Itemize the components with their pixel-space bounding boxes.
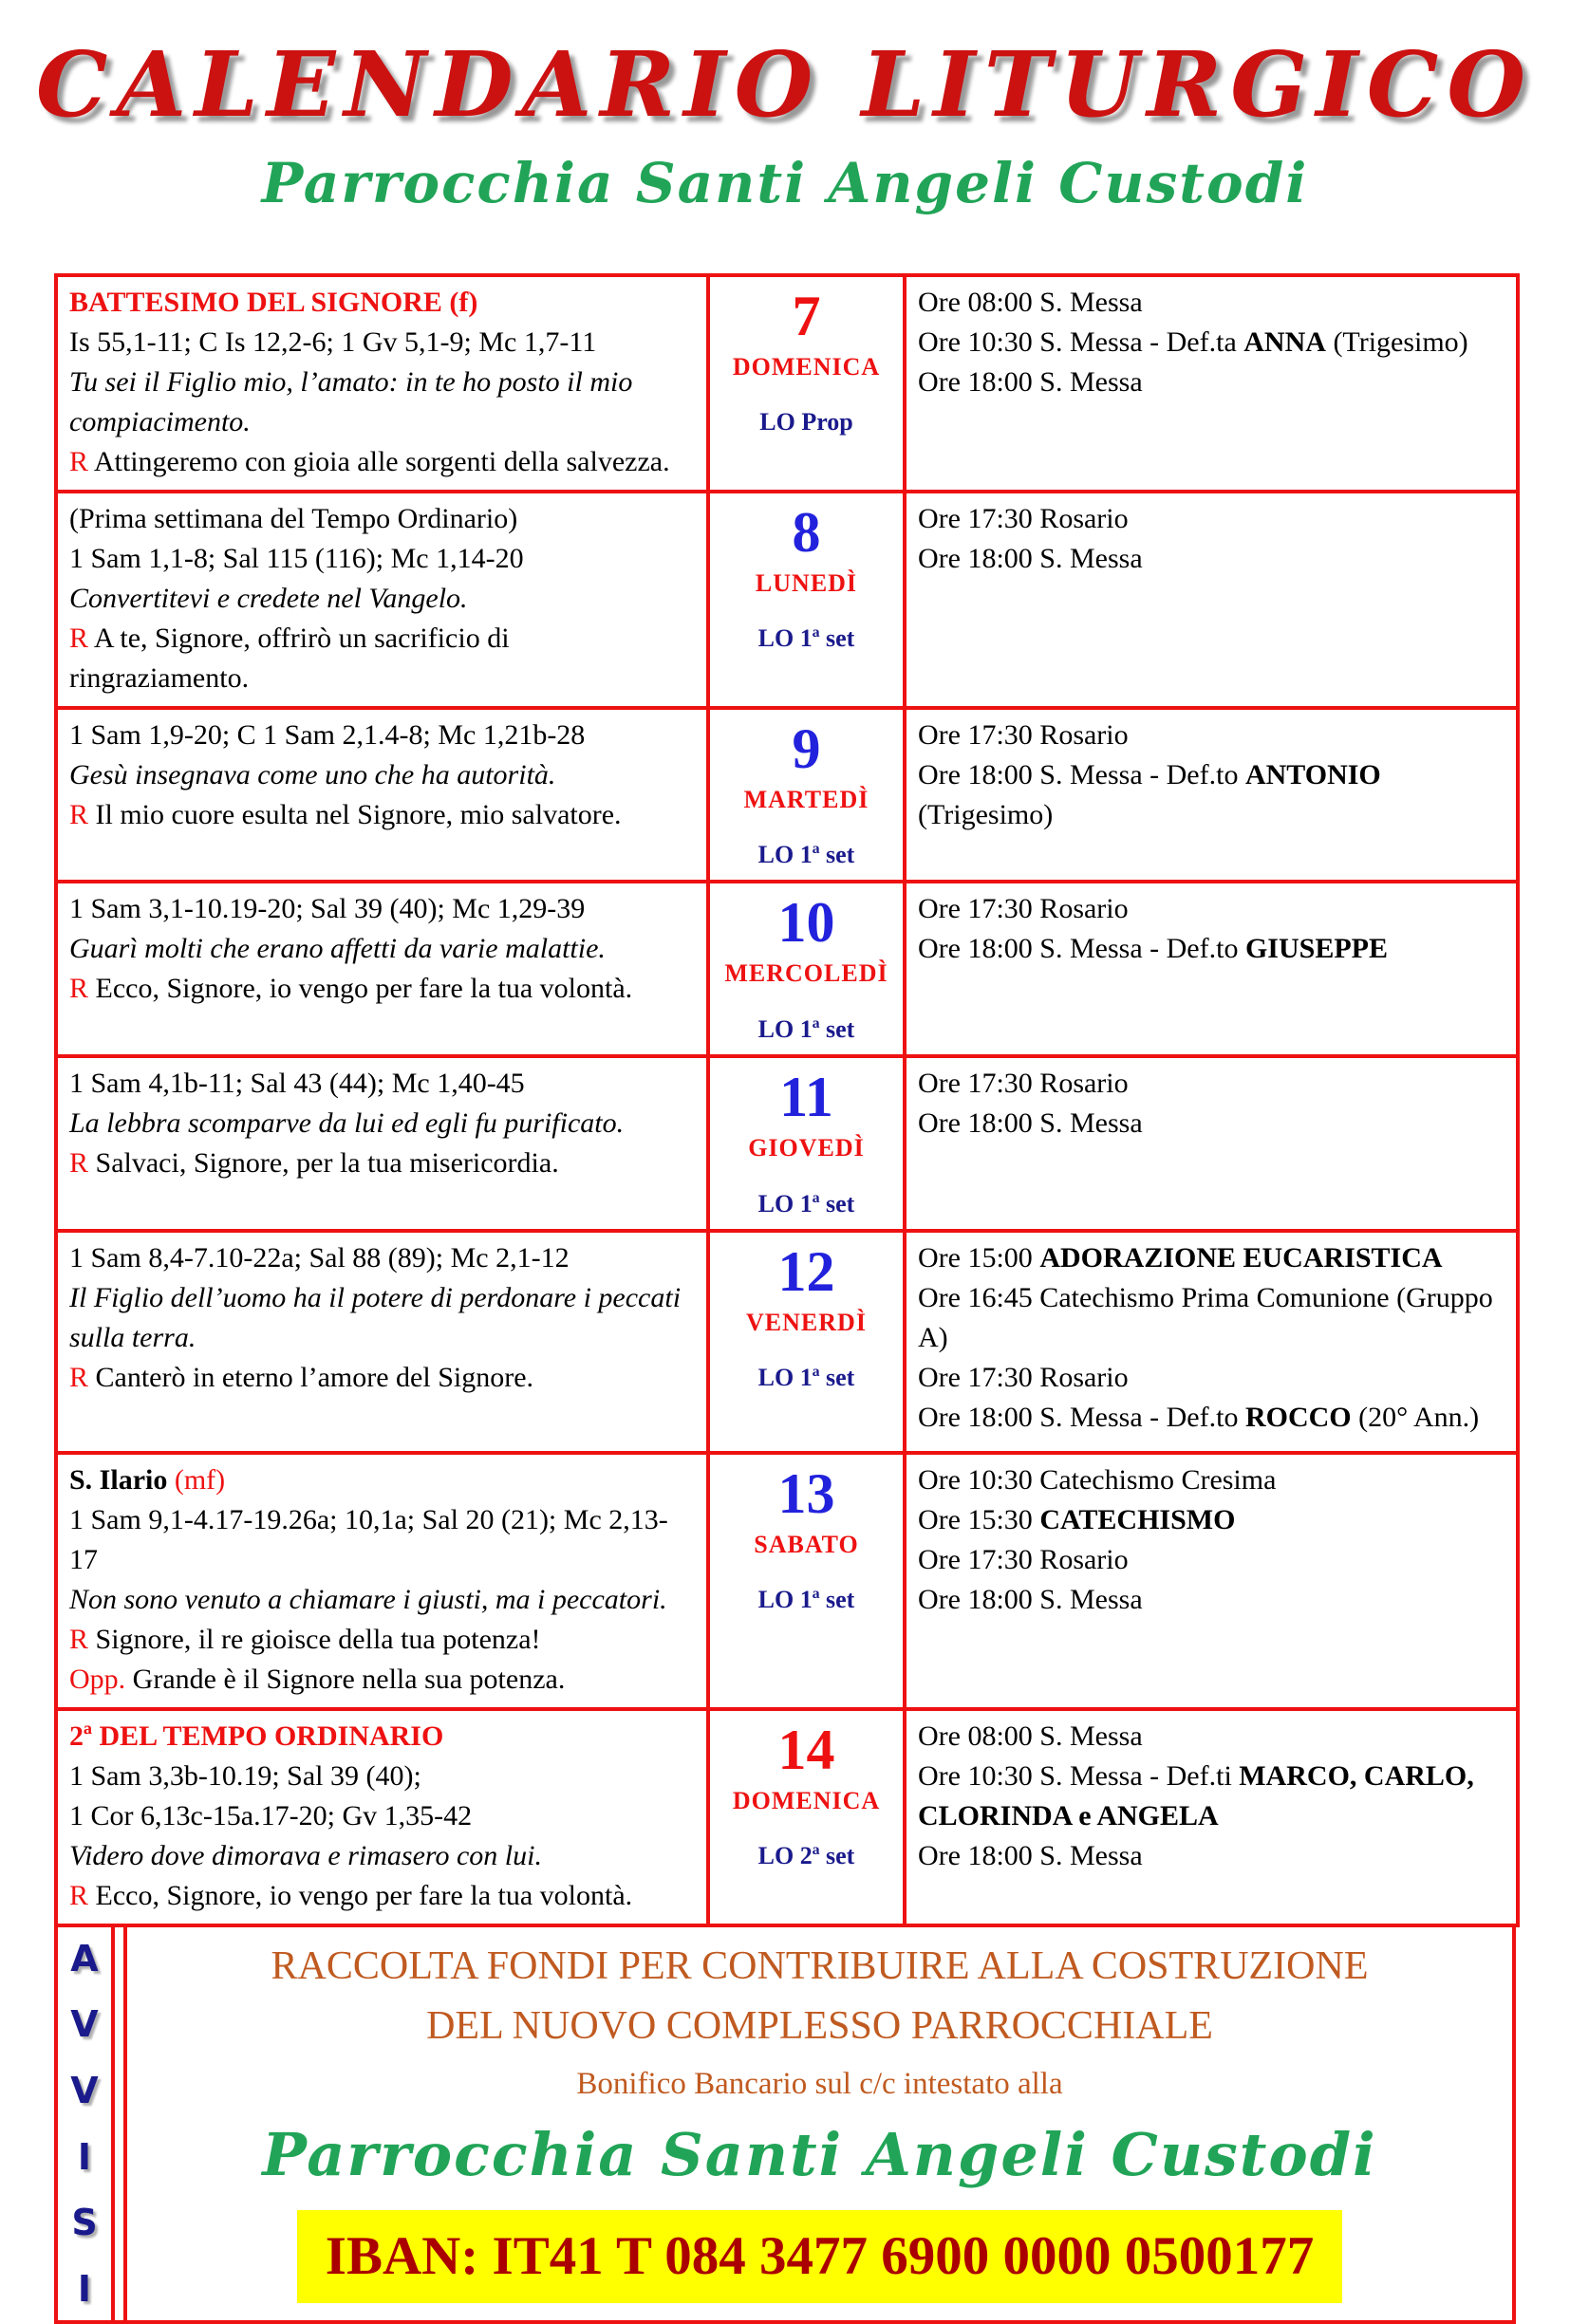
info-line: 1 Sam 3,1-10.19-20; Sal 39 (40); Mc 1,29-39 bbox=[69, 893, 586, 925]
avvisi-letter: V bbox=[70, 2070, 99, 2112]
avvisi-section bbox=[54, 1924, 1516, 2324]
calendar-table bbox=[54, 273, 1520, 1927]
event-line: Ore 17:30 Rosario bbox=[918, 1543, 1129, 1575]
info-line: R Ecco, Signore, io vengo per fare la tua volontà. bbox=[69, 973, 633, 1005]
bank-transfer-note: Bonifico Bancario sul c/c intestato alla bbox=[576, 2066, 1063, 2101]
day-weekday: DOMENICA bbox=[732, 352, 881, 381]
info-line: Opp. Grande è il Signore nella sua potenza. bbox=[69, 1663, 566, 1695]
event-line: Ore 17:30 Rosario bbox=[918, 1068, 1129, 1100]
event-line: Ore 18:00 S. Messa bbox=[918, 1839, 1143, 1871]
event-line: Ore 18:00 S. Messa - Def.to ROCCO (20° Ann.) bbox=[918, 1401, 1480, 1433]
event-line: Ore 16:45 Catechismo Prima Comunione (Gruppo A) bbox=[918, 1281, 1493, 1353]
table-row bbox=[56, 492, 1518, 708]
event-line: Ore 18:00 S. Messa - Def.to GIUSEPPE bbox=[918, 933, 1388, 965]
day-events-cell bbox=[905, 1453, 1518, 1709]
info-line: R Attingeremo con gioia alle sorgenti della salvezza. bbox=[69, 445, 670, 477]
info-line: 1 Sam 4,1b-11; Sal 43 (44); Mc 1,40-45 bbox=[69, 1068, 525, 1100]
parish-name: Parrocchia Santi Angeli Custodi bbox=[262, 2120, 1377, 2190]
event-line: Ore 17:30 Rosario bbox=[918, 893, 1129, 925]
info-line: R Ecco, Signore, io vengo per fare la tua volontà. bbox=[69, 1879, 633, 1911]
day-number: 14 bbox=[777, 1718, 835, 1781]
table-row bbox=[56, 1709, 1518, 1925]
info-line: R Signore, il re gioisce della tua potenza! bbox=[69, 1623, 541, 1655]
info-line: (Prima settimana del Tempo Ordinario) bbox=[69, 502, 518, 534]
avvisi-letter: A bbox=[70, 1937, 99, 1980]
info-line: R Il mio cuore esulta nel Signore, mio salvatore. bbox=[69, 798, 622, 830]
table-row bbox=[56, 882, 1518, 1056]
day-liturgy-of-hours: LO 2ª set bbox=[757, 1842, 855, 1870]
info-line: Guarì molti che erano affetti da varie malattie. bbox=[69, 933, 606, 965]
day-number-cell bbox=[708, 708, 905, 883]
info-line: 1 Sam 9,1-4.17-19.26a; 10,1a; Sal 20 (21); Mc 2,13-17 bbox=[69, 1503, 668, 1575]
day-events-cell bbox=[905, 882, 1518, 1056]
info-line: R Canterò in eterno l’amore del Signore. bbox=[69, 1361, 534, 1393]
event-line: Ore 18:00 S. Messa bbox=[918, 365, 1143, 398]
info-line: Is 55,1-11; C Is 12,2-6; 1 Gv 5,1-9; Mc 1,7-11 bbox=[69, 325, 597, 358]
day-events-cell bbox=[905, 1231, 1518, 1453]
info-line: 2ª DEL TEMPO ORDINARIO bbox=[69, 1720, 444, 1752]
day-number: 7 bbox=[792, 284, 821, 347]
info-line: 1 Sam 3,3b-10.19; Sal 39 (40); bbox=[69, 1759, 421, 1792]
day-info-cell bbox=[56, 708, 708, 883]
table-row bbox=[56, 1453, 1518, 1709]
info-line: BATTESIMO DEL SIGNORE (f) bbox=[69, 286, 478, 318]
day-weekday: DOMENICA bbox=[732, 1786, 881, 1814]
avvisi-content bbox=[123, 1927, 1512, 2320]
day-number: 13 bbox=[777, 1461, 835, 1525]
info-line: 1 Cor 6,13c-15a.17-20; Gv 1,35-42 bbox=[69, 1799, 473, 1831]
event-line: Ore 15:30 CATECHISMO bbox=[918, 1503, 1236, 1535]
day-number-cell bbox=[708, 1453, 905, 1709]
day-weekday: GIOVEDÌ bbox=[748, 1134, 865, 1162]
day-number-cell bbox=[708, 1056, 905, 1231]
info-line: R Salvaci, Signore, per la tua misericordia. bbox=[69, 1147, 559, 1180]
day-number: 12 bbox=[777, 1239, 835, 1303]
table-row bbox=[56, 275, 1518, 492]
day-number-cell bbox=[708, 1709, 905, 1925]
event-line: Ore 15:00 ADORAZIONE EUCARISTICA bbox=[918, 1241, 1443, 1274]
day-liturgy-of-hours: LO 1ª set bbox=[757, 1364, 855, 1392]
event-line: Ore 17:30 Rosario bbox=[918, 502, 1129, 534]
day-events-cell bbox=[905, 492, 1518, 708]
info-line: Gesù insegnava come uno che ha autorità. bbox=[69, 758, 556, 790]
day-events-cell bbox=[905, 1709, 1518, 1925]
day-liturgy-of-hours: LO 1ª set bbox=[757, 1014, 855, 1043]
table-row bbox=[56, 1231, 1518, 1453]
avvisi-vertical-label bbox=[58, 1927, 115, 2320]
parish-subtitle: Parrocchia Santi Angeli Custodi bbox=[261, 150, 1309, 215]
day-info-cell bbox=[56, 1231, 708, 1453]
day-info-cell bbox=[56, 1453, 708, 1709]
info-line: 1 Sam 8,4-7.10-22a; Sal 88 (89); Mc 2,1-12 bbox=[69, 1241, 570, 1274]
table-row bbox=[56, 1056, 1518, 1231]
event-line: Ore 10:30 S. Messa - Def.ta ANNA (Trigesimo) bbox=[918, 325, 1468, 358]
day-info-cell bbox=[56, 492, 708, 708]
info-line: Convertitevi e credete nel Vangelo. bbox=[69, 582, 468, 614]
info-line: S. Ilario (mf) bbox=[69, 1463, 226, 1496]
day-weekday: MERCOLEDÌ bbox=[724, 959, 888, 988]
info-line: 1 Sam 1,1-8; Sal 115 (116); Mc 1,14-20 bbox=[69, 542, 524, 574]
day-number: 9 bbox=[792, 716, 821, 780]
day-liturgy-of-hours: LO Prop bbox=[759, 407, 853, 436]
info-line: R A te, Signore, offrirò un sacrificio di ringraziamento. bbox=[69, 622, 510, 694]
day-weekday: VENERDÌ bbox=[746, 1308, 867, 1336]
event-line: Ore 10:30 S. Messa - Def.ti MARCO, CARLO, CLORINDA e ANGELA bbox=[918, 1759, 1474, 1831]
info-line: Videro dove dimorava e rimasero con lui. bbox=[69, 1839, 542, 1871]
event-line: Ore 10:30 Catechismo Cresima bbox=[918, 1463, 1277, 1496]
event-line: Ore 18:00 S. Messa bbox=[918, 1583, 1143, 1615]
fundraising-line-2: DEL NUOVO COMPLESSO PARROCCHIALE bbox=[426, 2003, 1213, 2048]
day-number-cell bbox=[708, 1231, 905, 1453]
event-line: Ore 08:00 S. Messa bbox=[918, 286, 1143, 318]
info-line: Tu sei il Figlio mio, l’amato: in te ho posto il mio compiacimento. bbox=[69, 365, 633, 437]
avvisi-letter: V bbox=[70, 2003, 99, 2046]
day-events-cell bbox=[905, 1056, 1518, 1231]
day-liturgy-of-hours: LO 1ª set bbox=[757, 1189, 855, 1218]
day-liturgy-of-hours: LO 1ª set bbox=[757, 1586, 855, 1614]
event-line: Ore 17:30 Rosario bbox=[918, 1361, 1129, 1393]
table-row bbox=[56, 708, 1518, 883]
iban-badge: IBAN: IT41 T 084 3477 6900 0000 0500177 bbox=[297, 2210, 1342, 2303]
day-info-cell bbox=[56, 1056, 708, 1231]
day-info-cell bbox=[56, 882, 708, 1056]
day-number: 8 bbox=[792, 500, 821, 564]
day-info-cell bbox=[56, 275, 708, 492]
day-number: 10 bbox=[777, 891, 835, 955]
event-line: Ore 08:00 S. Messa bbox=[918, 1720, 1143, 1752]
day-number-cell bbox=[708, 882, 905, 1056]
event-line: Ore 18:00 S. Messa bbox=[918, 1107, 1143, 1140]
event-line: Ore 18:00 S. Messa bbox=[918, 542, 1143, 574]
day-liturgy-of-hours: LO 1ª set bbox=[757, 623, 855, 652]
fundraising-line-1: RACCOLTA FONDI PER CONTRIBUIRE ALLA COSTRUZIONE bbox=[271, 1943, 1369, 1988]
event-line: Ore 18:00 S. Messa - Def.to ANTONIO (Trigesimo) bbox=[918, 758, 1381, 830]
info-line: 1 Sam 1,9-20; C 1 Sam 2,1.4-8; Mc 1,21b-28 bbox=[69, 718, 586, 751]
day-number: 11 bbox=[779, 1066, 833, 1129]
day-weekday: MARTEDÌ bbox=[743, 785, 869, 813]
avvisi-divider-gap bbox=[115, 1927, 123, 2320]
avvisi-letter: I bbox=[77, 2135, 92, 2178]
day-liturgy-of-hours: LO 1ª set bbox=[757, 840, 855, 868]
info-line: Non sono venuto a chiamare i giusti, ma i peccatori. bbox=[69, 1583, 667, 1615]
day-number-cell bbox=[708, 492, 905, 708]
day-number-cell bbox=[708, 275, 905, 492]
info-line: La lebbra scomparve da lui ed egli fu purificato. bbox=[69, 1107, 625, 1140]
page-title: CALENDARIO LITURGICO bbox=[35, 32, 1535, 138]
day-weekday: SABATO bbox=[754, 1530, 859, 1558]
day-weekday: LUNEDÌ bbox=[755, 568, 858, 597]
event-line: Ore 17:30 Rosario bbox=[918, 718, 1129, 751]
avvisi-letter: I bbox=[77, 2267, 92, 2310]
day-events-cell bbox=[905, 275, 1518, 492]
day-info-cell bbox=[56, 1709, 708, 1925]
info-line: Il Figlio dell’uomo ha il potere di perdonare i peccati sulla terra. bbox=[69, 1281, 682, 1353]
avvisi-letter: S bbox=[71, 2202, 98, 2244]
day-events-cell bbox=[905, 708, 1518, 883]
